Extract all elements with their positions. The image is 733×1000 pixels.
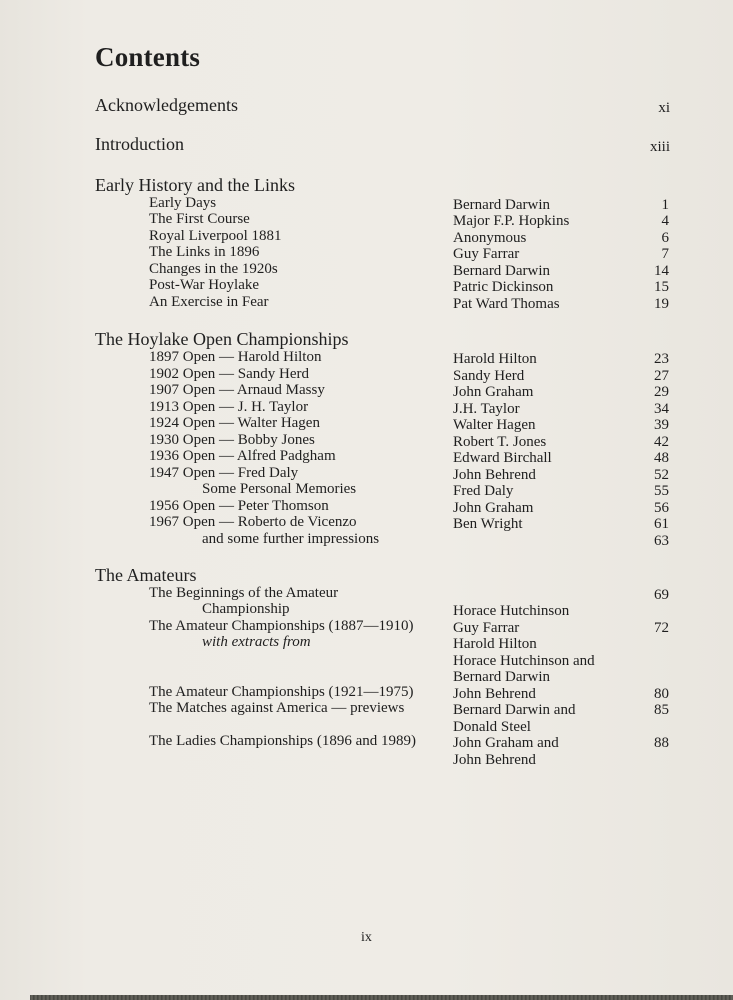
entry-author: Bernard Darwin and <box>453 702 576 718</box>
entry-page: 29 <box>654 384 669 400</box>
entry-page: 88 <box>654 735 669 751</box>
toc-entry <box>0 448 733 465</box>
entry-page: 69 <box>654 587 669 603</box>
section-title-amateurs: The Amateurs <box>95 565 197 585</box>
entry-page: 4 <box>661 213 669 229</box>
toc-entry <box>0 432 733 449</box>
entry-author: Ben Wright <box>453 516 523 532</box>
entry-title: Royal Liverpool 1881 <box>149 228 282 244</box>
toc-entry <box>0 585 733 602</box>
entry-author: John Graham <box>453 500 534 516</box>
section-title-early-history: Early History and the Links <box>95 175 295 195</box>
toc-entry <box>0 277 733 294</box>
toc-entry <box>0 750 733 767</box>
entry-author: Robert T. Jones <box>453 434 547 450</box>
entry-page: 34 <box>654 401 669 417</box>
page-number: ix <box>361 930 372 945</box>
entry-title: 1936 Open — Alfred Padgham <box>149 448 336 464</box>
entry-title: Championship <box>202 601 290 617</box>
entry-title: Introduction <box>95 134 184 154</box>
entry-title: Changes in the 1920s <box>149 261 278 277</box>
entry-page: 72 <box>654 620 669 636</box>
entry-page: 6 <box>661 230 669 246</box>
toc-entry <box>0 399 733 416</box>
entry-page: 7 <box>661 246 669 262</box>
entry-author: Anonymous <box>453 230 527 246</box>
toc-entry <box>0 261 733 278</box>
entry-page: 42 <box>654 434 669 450</box>
toc-entry <box>0 366 733 383</box>
entry-title: The Matches against America — previews <box>149 700 405 716</box>
entry-author: John Behrend <box>453 686 536 702</box>
entry-title: 1947 Open — Fred Daly <box>149 465 299 481</box>
entry-author: Guy Farrar <box>453 246 520 262</box>
entry-title: The Links in 1896 <box>149 244 260 260</box>
entry-title: 1956 Open — Peter Thomson <box>149 498 329 514</box>
entry-page: 39 <box>654 417 669 433</box>
entry-author: Horace Hutchinson <box>453 603 570 619</box>
toc-entry <box>0 618 733 635</box>
toc-entry <box>0 733 733 750</box>
entry-page: xi <box>658 100 670 116</box>
entry-title: and some further impressions <box>202 531 380 547</box>
entry-author: John Graham and <box>453 735 559 751</box>
entry-author: Bernard Darwin <box>453 197 551 213</box>
entry-author: Walter Hagen <box>453 417 536 433</box>
entry-author: Bernard Darwin <box>453 263 551 279</box>
toc-entry <box>0 382 733 399</box>
entry-page: xiii <box>649 139 670 155</box>
entry-title: The Amateur Championships (1887—1910) <box>149 618 414 634</box>
toc-entry <box>0 415 733 432</box>
entry-page: 23 <box>654 351 669 367</box>
toc-entry <box>0 651 733 668</box>
entry-title: 1907 Open — Arnaud Massy <box>149 382 325 398</box>
entry-author: John Behrend <box>453 752 536 768</box>
entry-author: Patric Dickinson <box>453 279 554 295</box>
entry-page: 19 <box>654 296 669 312</box>
entry-page: 85 <box>654 702 669 718</box>
entry-author: John Behrend <box>453 467 536 483</box>
entry-author: Horace Hutchinson and <box>453 653 595 669</box>
toc-entry <box>0 228 733 245</box>
entry-title: 1930 Open — Bobby Jones <box>149 432 315 448</box>
toc-entry <box>0 244 733 261</box>
entry-title: The Amateur Championships (1921—1975) <box>149 684 414 700</box>
entry-title: 1902 Open — Sandy Herd <box>149 366 309 382</box>
toc-entry <box>0 211 733 228</box>
entry-page: 61 <box>654 516 669 532</box>
entry-page: 15 <box>654 279 669 295</box>
toc-entry <box>0 601 733 618</box>
toc-entry <box>0 498 733 515</box>
entry-page: 48 <box>654 450 669 466</box>
page-title: Contents <box>95 42 201 72</box>
section-title-hoylake-open: The Hoylake Open Championships <box>95 329 349 349</box>
toc-entry <box>0 717 733 734</box>
entry-author: Fred Daly <box>453 483 514 499</box>
entry-author: Pat Ward Thomas <box>453 296 560 312</box>
entry-title: Some Personal Memories <box>202 481 357 497</box>
entry-title: 1913 Open — J. H. Taylor <box>149 399 309 415</box>
entry-title: 1897 Open — Harold Hilton <box>149 349 322 365</box>
entry-author: J.H. Taylor <box>453 401 520 417</box>
toc-entry <box>0 481 733 498</box>
entry-page: 80 <box>654 686 669 702</box>
entry-author: Harold Hilton <box>453 351 537 367</box>
entry-title: The Beginnings of the Amateur <box>149 585 339 601</box>
entry-title: Early Days <box>149 195 217 211</box>
entry-page: 56 <box>654 500 669 516</box>
entry-author: Major F.P. Hopkins <box>453 213 570 229</box>
toc-entry <box>0 195 733 212</box>
entry-page: 14 <box>654 263 669 279</box>
entry-page: 27 <box>654 368 669 384</box>
entry-title: The Ladies Championships (1896 and 1989) <box>149 733 417 749</box>
toc-entry <box>0 634 733 651</box>
entry-title: 1967 Open — Roberto de Vicenzo <box>149 514 357 530</box>
toc-entry <box>0 294 733 311</box>
entry-page: 1 <box>661 197 669 213</box>
toc-entry <box>0 514 733 531</box>
entry-author: John Graham <box>453 384 534 400</box>
toc-entry <box>0 667 733 684</box>
entry-title: Acknowledgements <box>95 95 238 115</box>
toc-entry <box>0 531 733 548</box>
entry-page: 63 <box>654 533 669 549</box>
entry-author: Bernard Darwin <box>453 669 551 685</box>
toc-entry <box>0 684 733 701</box>
entry-author: Guy Farrar <box>453 620 520 636</box>
entry-title: The First Course <box>149 211 250 227</box>
entry-author: Sandy Herd <box>453 368 525 384</box>
entry-title: An Exercise in Fear <box>149 294 269 310</box>
entry-title: Post-War Hoylake <box>149 277 260 293</box>
toc-entry <box>0 700 733 717</box>
page-bottom-edge <box>30 995 733 1000</box>
toc-entry <box>0 465 733 482</box>
toc-entry <box>0 349 733 366</box>
entry-title: with extracts from <box>202 634 311 650</box>
entry-title: 1924 Open — Walter Hagen <box>149 415 320 431</box>
entry-author: Harold Hilton <box>453 636 537 652</box>
entry-page: 55 <box>654 483 669 499</box>
entry-page: 52 <box>654 467 669 483</box>
entry-author: Edward Birchall <box>453 450 552 466</box>
entry-author: Donald Steel <box>453 719 531 735</box>
